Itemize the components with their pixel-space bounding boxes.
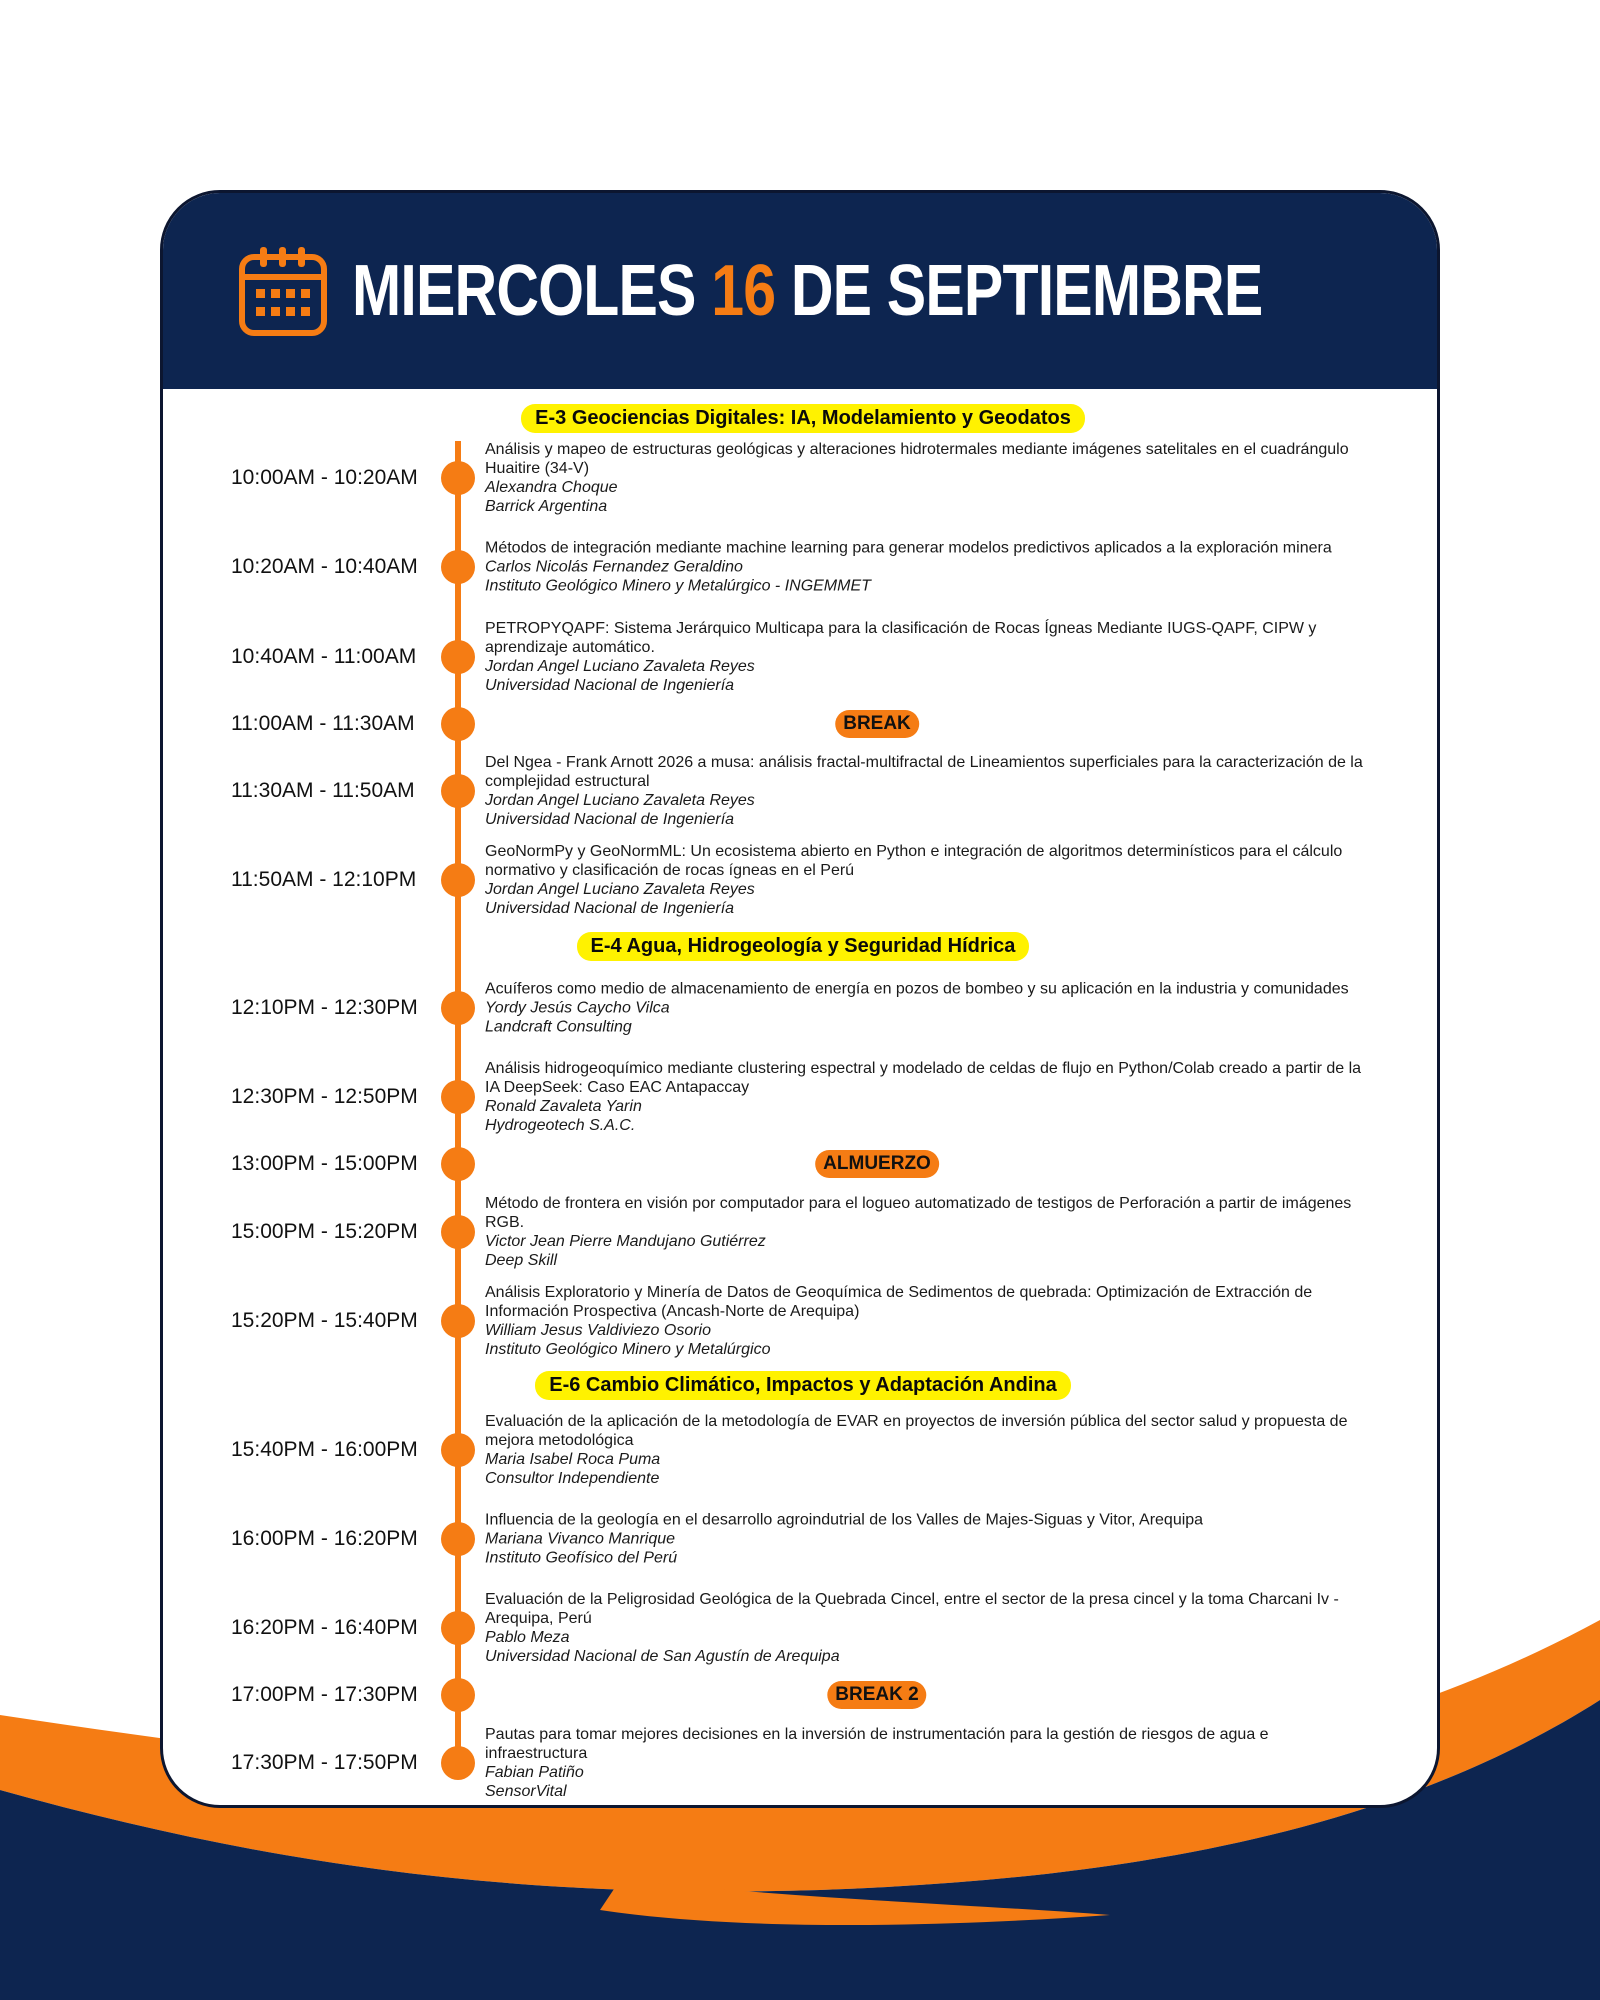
- card-header: [163, 193, 1437, 389]
- schedule-row: [163, 1410, 1440, 1490]
- schedule-row: [163, 1499, 1440, 1579]
- talk-title: Análisis Exploratorio y Minería de Datos de Geoquímica de Sedimentos de quebrada: Optimización de Extracción de Información Prospectiva (Ancash-Norte de Arequipa): [485, 1284, 1313, 1320]
- timeline-dot: [441, 1678, 475, 1712]
- section-label-e4: E-4 Agua, Hidrogeología y Seguridad Hídrica: [577, 932, 1030, 961]
- timeline-dot: [441, 774, 475, 808]
- talk-title: Método de frontera en visión por computador para el logueo automatizado de testigos de Perforación a partir de imágenes RGB.: [485, 1195, 1352, 1231]
- talk-organization: Consultor Independiente: [485, 1470, 660, 1487]
- page-title: [352, 250, 1262, 332]
- time-slot: 11:00AM - 11:30AM: [231, 712, 415, 735]
- time-slot: 12:30PM - 12:50PM: [231, 1085, 418, 1108]
- schedule-row: [163, 1192, 1440, 1272]
- schedule-row: [163, 527, 1440, 607]
- talk-author: Maria Isabel Roca Puma: [485, 1451, 661, 1468]
- talk-author: Alexandra Choque: [485, 479, 618, 496]
- timeline-dot: [441, 863, 475, 897]
- talk-author: William Jesus Valdiviezo Osorio: [485, 1322, 711, 1339]
- section-header: [163, 1371, 1440, 1400]
- schedule-row: [163, 751, 1440, 831]
- timeline-dot: [441, 1215, 475, 1249]
- talk-author: Victor Jean Pierre Mandujano Gutiérrez: [485, 1233, 766, 1250]
- title-day: 16: [711, 251, 776, 331]
- talk-author: Jordan Angel Luciano Zavaleta Reyes: [485, 881, 755, 898]
- schedule-row: [163, 840, 1440, 920]
- talk-organization: Universidad Nacional de Ingeniería: [485, 900, 735, 917]
- talk-organization: Barrick Argentina: [485, 498, 608, 515]
- talk-title: Influencia de la geología en el desarrollo agroindutrial de los Valles de Majes-Siguas y Vitor, Arequipa: [485, 1511, 1204, 1529]
- talk-info: [485, 539, 1365, 596]
- timeline-dot: [441, 1611, 475, 1645]
- time-slot: 16:00PM - 16:20PM: [231, 1527, 418, 1550]
- time-slot: 10:20AM - 10:40AM: [231, 555, 418, 578]
- calendar-icon: [238, 245, 328, 337]
- talk-author: Mariana Vivanco Manrique: [485, 1530, 676, 1548]
- talk-info: [485, 980, 1365, 1037]
- talk-organization: Hydrogeotech S.A.C.: [485, 1117, 636, 1134]
- talk-info: [485, 440, 1365, 516]
- talk-organization: Landcraft Consulting: [485, 1018, 632, 1036]
- section-header: [163, 404, 1440, 433]
- time-slot: 10:00AM - 10:20AM: [231, 466, 418, 489]
- time-slot: 15:00PM - 15:20PM: [231, 1220, 418, 1243]
- talk-title: Evaluación de la Peligrosidad Geológica de la Quebrada Cincel, entre el sector de la presa cincel y la toma Charcani Iv - Arequipa, Perú: [485, 1591, 1339, 1627]
- section-label-e6: E-6 Cambio Climático, Impactos y Adaptación Andina: [535, 1371, 1071, 1400]
- timeline-dot: [441, 550, 475, 584]
- time-slot: 17:00PM - 17:30PM: [231, 1683, 418, 1706]
- talk-author: Jordan Angel Luciano Zavaleta Reyes: [485, 792, 755, 809]
- talk-info: [485, 1725, 1365, 1801]
- talk-title: Pautas para tomar mejores decisiones en la inversión de instrumentación para la gestión de riesgos de agua e infraestructura: [485, 1726, 1269, 1762]
- time-slot: 13:00PM - 15:00PM: [231, 1152, 418, 1175]
- talk-title: Análisis y mapeo de estructuras geológicas y alteraciones hidrotermales mediante imágenes satelitales en el cuadrángulo Huaitire (34-V): [485, 441, 1349, 477]
- break-badge: BREAK: [835, 710, 919, 738]
- talk-organization: Universidad Nacional de Ingeniería: [485, 811, 735, 828]
- talk-organization: Instituto Geológico Minero y Metalúrgico - INGEMMET: [485, 577, 871, 595]
- timeline-dot: [441, 1304, 475, 1338]
- talk-author: Jordan Angel Luciano Zavaleta Reyes: [485, 658, 755, 675]
- timeline-dot: [441, 1433, 475, 1467]
- talk-title: Análisis hidrogeoquímico mediante clustering espectral y modelado de celdas de flujo en Python/Colab creado a partir de la IA DeepSeek: Caso EAC Antapaccay: [485, 1060, 1362, 1096]
- time-slot: 12:10PM - 12:30PM: [231, 996, 418, 1019]
- talk-organization: Instituto Geofísico del Perú: [485, 1549, 678, 1567]
- timeline-dot: [441, 991, 475, 1025]
- talk-title: Métodos de integración mediante machine learning para generar modelos predictivos aplicados a la exploración minera: [485, 539, 1332, 557]
- talk-organization: Universidad Nacional de San Agustín de Arequipa: [485, 1648, 840, 1665]
- timeline-dot: [441, 707, 475, 741]
- timeline-dot: [441, 461, 475, 495]
- talk-organization: SensorVital: [485, 1783, 567, 1800]
- schedule-row: [163, 1723, 1440, 1803]
- talk-author: Yordy Jesús Caycho Vilca: [485, 999, 670, 1017]
- timeline-dot: [441, 1147, 475, 1181]
- title-month: DE SEPTIEMBRE: [790, 251, 1263, 331]
- talk-title: Acuíferos como medio de almacenamiento de energía en pozos de bombeo y su aplicación en la industria y comunidades: [485, 980, 1349, 998]
- title-weekday: MIERCOLES: [351, 251, 696, 331]
- timeline-dot: [441, 640, 475, 674]
- talk-info: [485, 1194, 1365, 1270]
- talk-info: [485, 753, 1365, 829]
- talk-title: PETROPYQAPF: Sistema Jerárquico Multicapa para la clasificación de Rocas Ígneas Mediante IUGS-QAPF, CIPW y aprendizaje automático.: [485, 620, 1317, 656]
- time-slot: 15:20PM - 15:40PM: [231, 1309, 418, 1332]
- talk-info: [485, 1412, 1365, 1488]
- timeline-dot: [441, 1080, 475, 1114]
- break-badge: ALMUERZO: [815, 1150, 939, 1178]
- schedule-row: [163, 438, 1440, 518]
- talk-title: Del Ngea - Frank Arnott 2026 a musa: análisis fractal-multifractal de Lineamientos superficiales para la caracterización de la complejidad estructural: [485, 754, 1363, 790]
- time-slot: 15:40PM - 16:00PM: [231, 1438, 418, 1461]
- schedule-row: [163, 1281, 1440, 1361]
- timeline-dot: [441, 1746, 475, 1780]
- time-slot: 10:40AM - 11:00AM: [231, 645, 417, 668]
- talk-organization: Universidad Nacional de Ingeniería: [485, 677, 735, 694]
- time-slot: 17:30PM - 17:50PM: [231, 1751, 418, 1774]
- talk-organization: Deep Skill: [485, 1252, 558, 1269]
- talk-info: [485, 1511, 1365, 1568]
- time-slot: 11:50AM - 12:10PM: [231, 868, 417, 891]
- section-header: [163, 932, 1440, 961]
- talk-author: Ronald Zavaleta Yarin: [485, 1098, 642, 1115]
- talk-title: GeoNormPy y GeoNormML: Un ecosistema abierto en Python e integración de algoritmos determinísticos para el cálculo normativo y clasificación de rocas ígneas en el Perú: [485, 843, 1343, 879]
- time-slot: 11:30AM - 11:50AM: [231, 779, 415, 802]
- talk-author: Fabian Patiño: [485, 1764, 584, 1781]
- talk-author: Carlos Nicolás Fernandez Geraldino: [485, 558, 743, 576]
- talk-organization: Instituto Geológico Minero y Metalúrgico: [485, 1341, 771, 1358]
- time-slot: 16:20PM - 16:40PM: [231, 1616, 418, 1639]
- talk-info: [485, 842, 1365, 918]
- schedule-card: [160, 190, 1440, 1808]
- schedule-row: [163, 968, 1440, 1048]
- timeline-dot: [441, 1522, 475, 1556]
- talk-info: [485, 1283, 1365, 1359]
- talk-title: Evaluación de la aplicación de la metodología de EVAR en proyectos de inversión pública del sector salud y propuesta de mejora metodológica: [485, 1413, 1348, 1449]
- talk-author: Pablo Meza: [485, 1629, 570, 1646]
- break-badge: BREAK 2: [827, 1681, 926, 1709]
- section-label-e3: E-3 Geociencias Digitales: IA, Modelamiento y Geodatos: [521, 404, 1085, 433]
